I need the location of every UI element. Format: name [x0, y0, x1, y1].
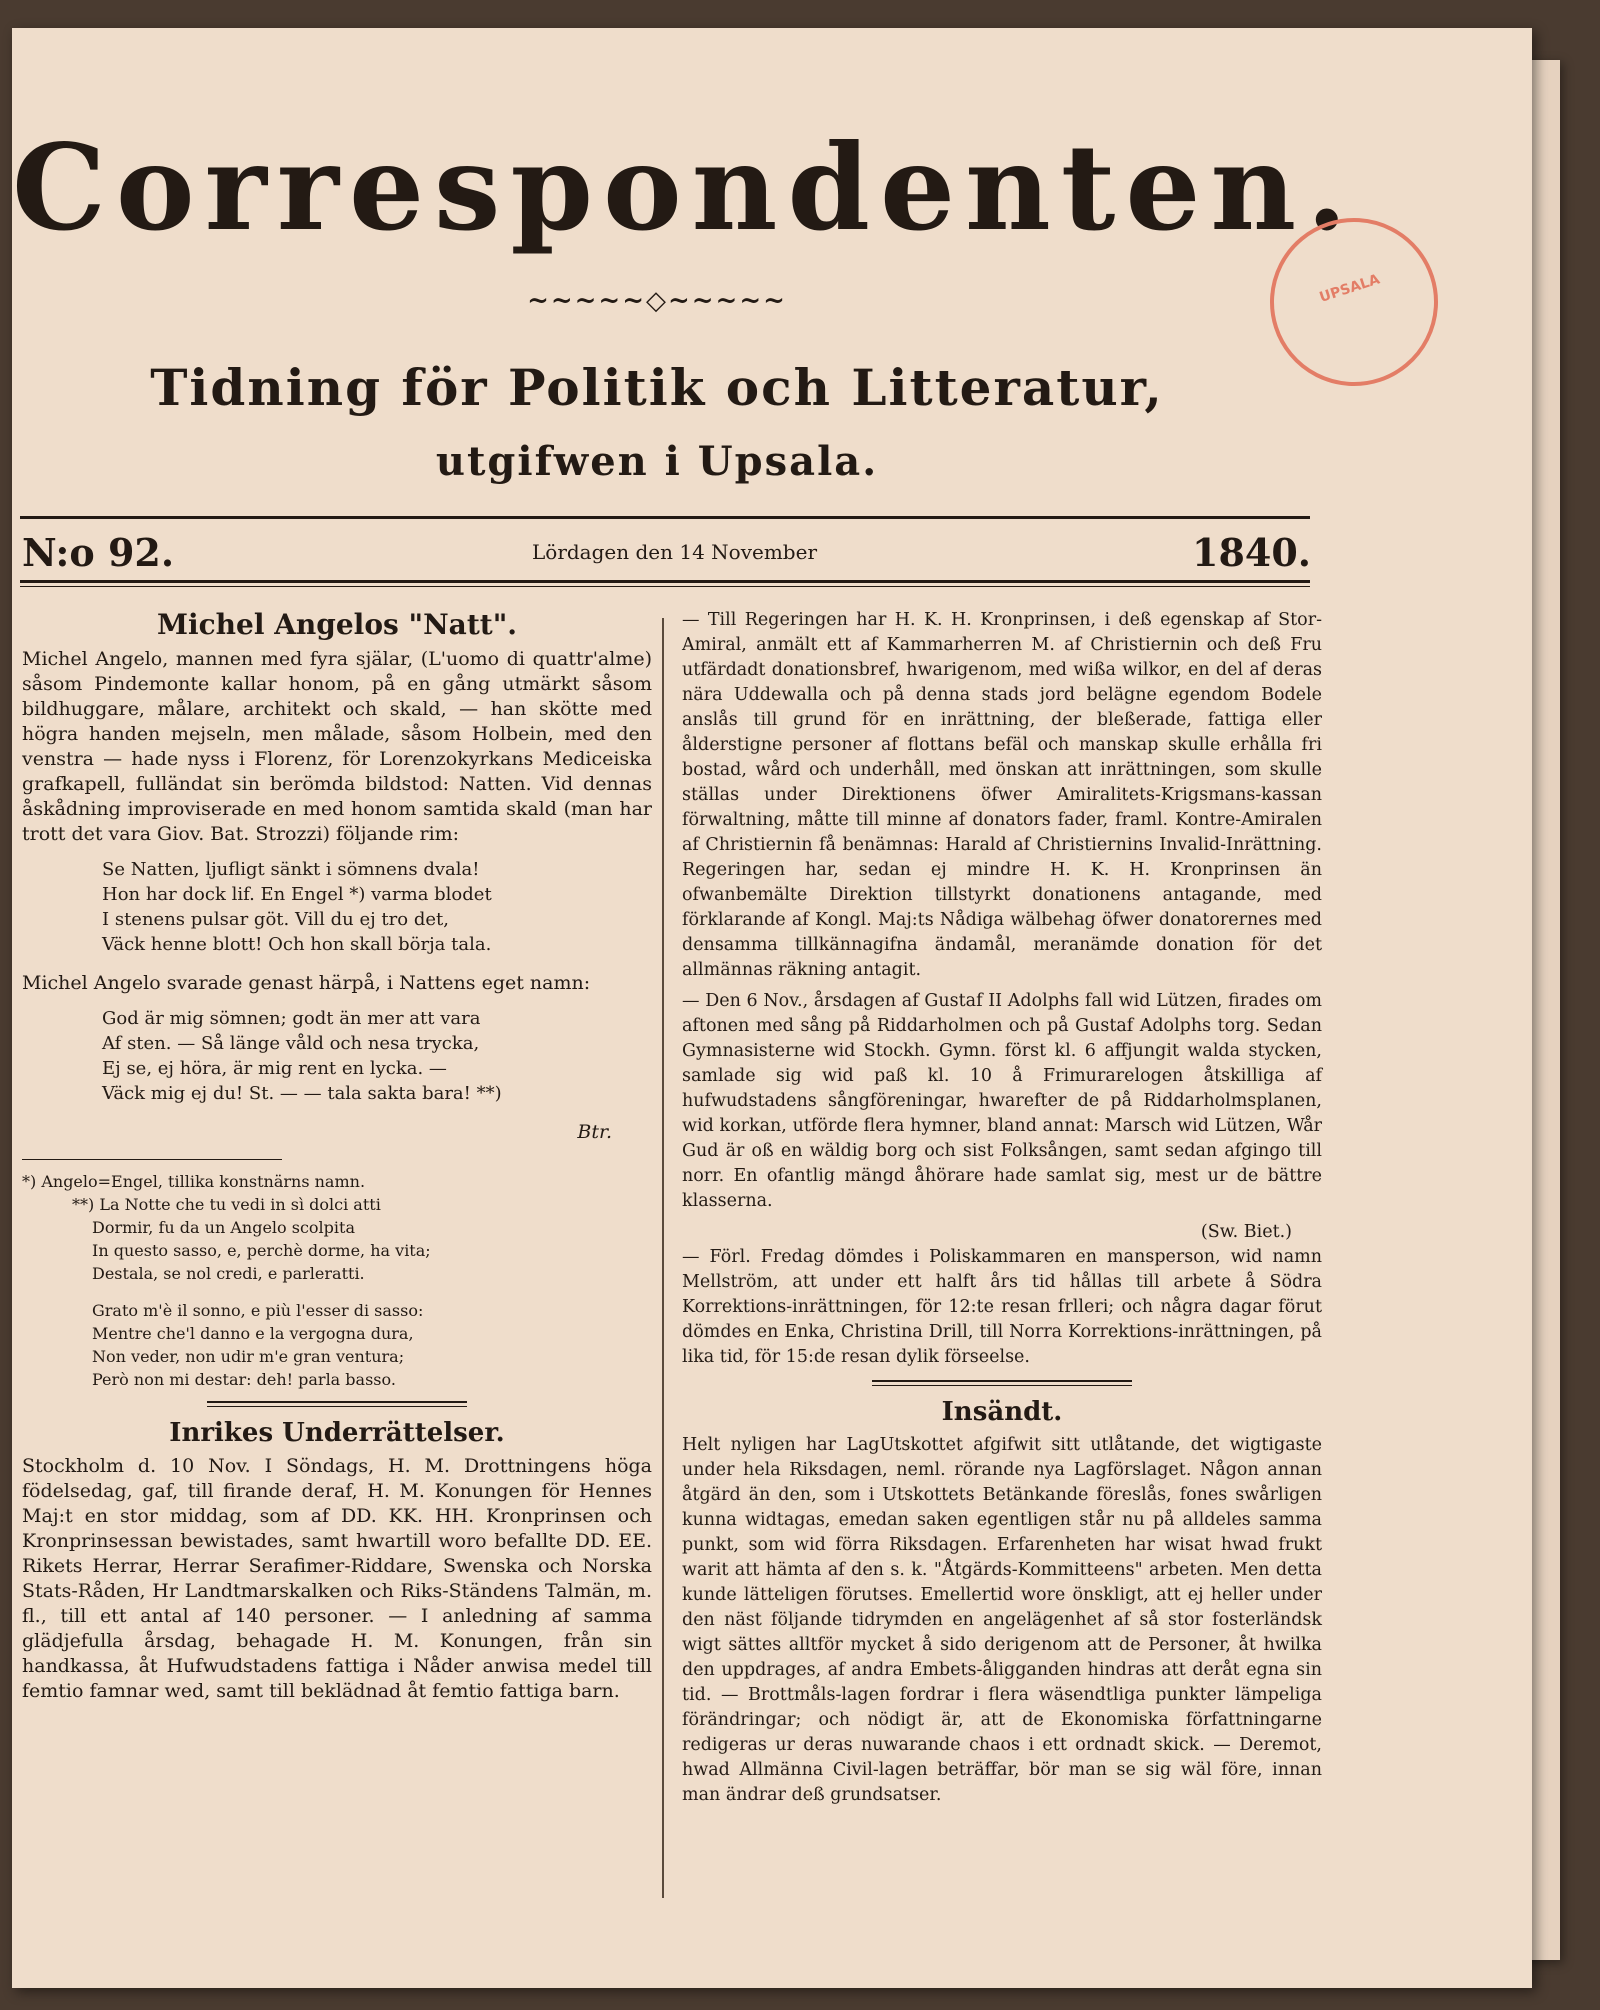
title-ornament: ~~~~~◇~~~~~	[527, 286, 787, 316]
footnote-line: Non veder, non udir m'e gran ventura;	[92, 1347, 405, 1366]
header-rule-bottom	[20, 580, 1310, 583]
issue-number: N:o 92.	[22, 530, 175, 575]
section-title-domestic: Inrikes Underrättelser.	[169, 1418, 505, 1448]
issue-date: Lördagen den 14 November	[532, 540, 818, 564]
poem-line: God är mig sömnen; godt än mer att vara	[102, 1008, 481, 1029]
domestic-news: Stockholm d. 10 Nov. I Söndags, H. M. Drottningens höga födelsedag, gaf, till firande deraf, H. M. Konungen för Hennes Maj:t en stor middag, som af DD. KK. HH. Kronprinsen och Kronprinsessan bewistades, samt hwartill woro befallte DD. EE. Rikets Herrar, Herrar Serafimer-Riddare, Swenska och Norska Stats-Råden, Hr Landtmarskalken och Riks-Ständens Talmän, m. fl., till ett antal af 140 personer. — I anledning af samma glädjefulla årsdag, behagade H. M. Konungen, från sin handkassa, åt Hufwudstadens fattiga i Nåder anwisa medel till femtio famnar wed, samt till beklädnad åt femtio fattiga barn.	[22, 1455, 652, 1702]
footnote-line: Grato m'è il sonno, e più l'esser di sasso:	[92, 1301, 424, 1320]
newspaper-publication-place: utgifwen i Upsala.	[435, 438, 879, 485]
section-divider	[872, 1380, 1132, 1386]
footnote-rule	[22, 1159, 282, 1160]
poem-line: Hon har dock lif. En Engel *) varma blodet	[102, 884, 492, 905]
column-divider	[662, 618, 664, 1898]
poem-reply	[102, 1006, 652, 1106]
poem-line: I stenens pulsar göt. Vill du ej tro det,	[102, 909, 449, 930]
footnote-line: In questo sasso, e, perchè dorme, ha vita;	[92, 1241, 431, 1260]
article-intro: Michel Angelo, mannen med fyra själar, (L'uomo di quattr'alme) såsom Pindemonte kallar honom, på en gång utmärkt såsom bildhuggare, målare, architekt och skald, — han skötte med högra handen mejseln, men målade, såsom Holbein, med den venstra — hade nyss i Florenz, för Lorenzokyrkans Mediceiska grafkapell, fulländat sin berömda bildstod: Natten. Vid dennas åskådning improviserade en med honom samtida skald (man har trott det vara Giov. Bat. Strozzi) följande rim:	[22, 648, 652, 845]
right-column	[682, 608, 1322, 1814]
news-lutzen: — Den 6 Nov., årsdagen af Gustaf II Adolphs fall wid Lützen, firades om aftonen med sång på Riddarholmen och på Gustaf Adolphs torg. Sedan Gymnasisterne wid Stockh. Gymn. först kl. 6 affjungit walda stycken, samlade sig wid paß kl. 10 å Frimurarelogen åtskilliga af hufwudstadens sångföreningar, hwarefter de på Riddarholmsplanen, wid korkan, utförde flera hymner, bland annat: Marsch wid Lützen, Wår Gud är oß en wäldig borg och sist Folksången, samt sedan afgingo till norr. En ofantlig mängd åhörare hade samlat sig, mest ur de bättre klasserna.	[682, 991, 1322, 1211]
poem-night	[102, 857, 652, 957]
footnote-line: Destala, se nol credi, e parleratti.	[92, 1264, 365, 1283]
poem-line: Af sten. — Så länge våld och nesa trycka,	[102, 1033, 480, 1054]
footnote-line: **) La Notte che tu vedi in sì dolci atti	[72, 1195, 381, 1214]
left-column	[22, 608, 652, 1710]
issue-year: 1840.	[1192, 530, 1311, 575]
article-signature: Btr.	[577, 1121, 612, 1143]
stamp-text: UPSALA	[1317, 271, 1382, 306]
footnote-line: Però non mi destar: deh! parla basso.	[92, 1370, 396, 1389]
footnote-line: Mentre che'l danno e la vergogna dura,	[92, 1324, 414, 1343]
header-rule-top	[20, 516, 1310, 519]
reply-intro: Michel Angelo svarade genast härpå, i Nattens eget namn:	[22, 972, 591, 994]
submitted-text: Helt nyligen har LagUtskottet afgifwit sitt utlåtande, det wigtigaste under hela Riksdagen, neml. rörande nya Lagförslaget. Någon annan åtgärd än den, som i Utskottets Betänkande föreslås, fones swårligen kunna widtagas, emedan saken egentligen står nu på alldeles samma punkt, som wid förra Riksdagen. Erfarenheten har wisat hwad frukt warit att hämta af den s. k. "Åtgärds-Kommitteens" arbeten. Men detta kunde lätteligen förutses. Emellertid wore önskligt, att ej heller under den näst följande tidrymden en angelägenhet af så stor fosterländsk wigt sättes alltför mycket å sido derigenom att de Personer, åt hwilka den uppdrages, af andra Embets-åligganden hindras att deråt egna sin tid. — Brottmåls-lagen fordrar i flera wäsendtliga punkter lämpeliga förändringar; och nödigt är, att de Ekonomiska författningarne redigeras ur deras nuwarande chaos i ett ordnadt skick. — Deremot, hwad Allmänna Civil-lagen beträffar, bör man se sig wäl före, innan man ändrar deß grundsatser.	[682, 1435, 1322, 1805]
section-title-submitted: Insändt.	[941, 1397, 1063, 1427]
footnote-angelo: *) Angelo=Engel, tillika konstnärns namn.	[22, 1172, 366, 1191]
poem-line: Ej se, ej höra, är mig rent en lycka. —	[102, 1058, 447, 1079]
news-police-court: — Förl. Fredag dömdes i Poliskammaren en mansperson, wid namn Mellström, att under ett halft års tid hållas till arbete å Södra Korrektions-inrättningen, för 12:te resan frlleri; och några dagar förut dömdes en Enka, Christina Drill, till Norra Korrektions-inrättningen, på lika tid, för 15:de resan dylik förseelse.	[682, 1247, 1322, 1367]
section-divider	[207, 1401, 467, 1407]
poem-line: Väck henne blott! Och hon skall börja tala.	[102, 934, 492, 955]
article-title: Michel Angelos "Natt".	[156, 608, 518, 641]
footnotes	[22, 1170, 652, 1391]
newspaper-subtitle: Tidning för Politik och Litteratur,	[150, 358, 1164, 417]
footnote-line: Dormir, fu da un Angelo scolpita	[92, 1218, 355, 1237]
newspaper-page	[12, 28, 1532, 1988]
news-donation: — Till Regeringen har H. K. H. Kronprinsen, i deß egenskap af Stor-Amiral, anmält ett af Kammarherren M. af Christiernin och deß Fru utfärdadt donationsbref, hwarigenom, med wißa wilkor, en del af deras nära Uddewalla och på denna stads jord belägne egendom Bodele anslås till grund för en inrättning, der bleßerade, fattiga eller ålderstigne personer af flottans befäl och manskap skulle erhålla fri bostad, wård och underhåll, med önskan att inrättningen, som skulle ställas under Direktionens öfwer Amiralitets-Krigsmans-kassan förwaltning, måtte till minne af donators fader, framl. Kontre-Amiralen af Christiernin få benämnas: Harald af Christiernins Invalid-Inrättning. Regeringen har, sedan ej mindre H. K. H. Kronprinsen än ofwanbemälte Direktion tillstyrkt donationens antagande, med förklarande af Kongl. Maj:ts Nådiga wälbehag öfwer donatorernes med densamma tillkännagifna ändamål, meranämde donation för det allmännas räkning antagit.	[682, 610, 1322, 980]
header-rule-thin	[20, 586, 1310, 587]
news-source: (Sw. Biet.)	[1200, 1222, 1292, 1242]
poem-line: Väck mig ej du! St. — — tala sakta bara! **)	[102, 1083, 502, 1104]
poem-line: Se Natten, ljufligt sänkt i sömnens dvala!	[102, 859, 480, 880]
newspaper-title: Correspondenten.	[12, 118, 1358, 257]
